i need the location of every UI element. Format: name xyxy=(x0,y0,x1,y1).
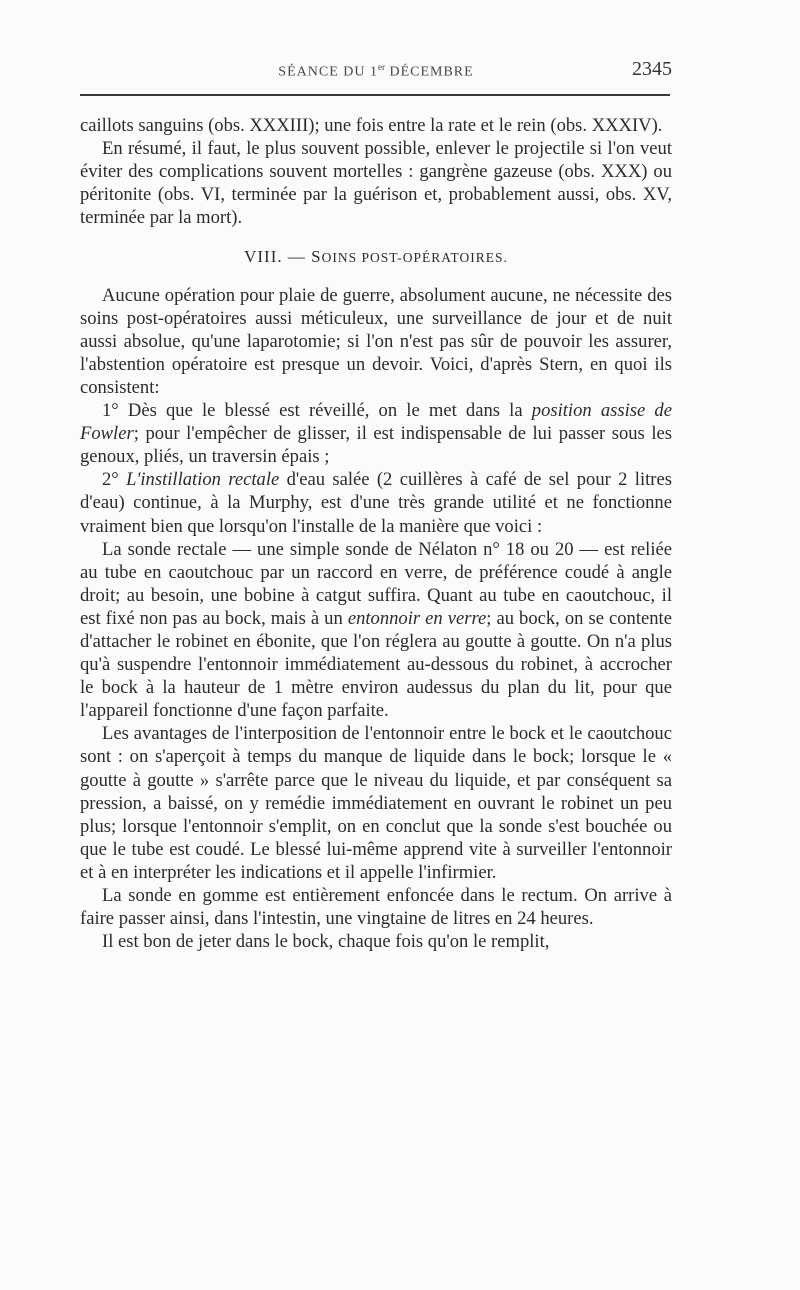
section-heading xyxy=(80,245,672,269)
header-rule xyxy=(80,94,670,96)
section-number: VIII. — S xyxy=(244,247,322,267)
item-1-text-a: 1° Dès que le blessé est réveillé, on le met dans la xyxy=(102,400,532,422)
item-1-emphasis: position assise de Fowler xyxy=(80,400,672,445)
page-header xyxy=(80,56,672,86)
paragraph-final: Il est bon de jeter dans le bock, chaque fois qu'on le remplit, xyxy=(102,931,550,953)
running-title-main: SÉANCE DU 1 xyxy=(278,64,378,80)
item-2-text-a: 2° xyxy=(102,469,127,491)
sonde-emphasis: entonnoir en verre xyxy=(347,607,487,629)
item-1-text-b: ; pour l'empêcher de glisser, il est indispensable de lui passer sous les genoux, pliés, un traversin épais ; xyxy=(80,423,672,468)
paragraph-sonde xyxy=(80,538,672,723)
paragraph-gomme: La sonde en gomme est entièrement enfoncée dans le rectum. On arrive à faire passer ainsi, dans l'intestin, une vingtaine de litres en 24 heures. xyxy=(80,885,672,930)
running-title-ordinal: er xyxy=(377,62,385,72)
running-title xyxy=(80,62,672,81)
paragraph-item-2 xyxy=(80,468,672,537)
sonde-text-a: La sonde rectale — une simple sonde de Nélaton n° 18 ou 20 — est reliée au tube en caoutchouc par un raccord en verre, de préférence coudé à angle droit; au besoin, une bobine à catgut suffira. Quant au tube en caoutchouc, il est fixé non pas au bock, mais à un xyxy=(80,538,672,629)
item-2-text-b: d'eau salée (2 cuillères à café de sel pour 2 litres d'eau) continue, à la Murphy, est d'une très grande utilité et ne fonctionne vraiment bien que lorsqu'on l'installe de la manière que voici : xyxy=(80,469,672,537)
sonde-text-b: ; au bock, on se contente d'attacher le robinet en ébonite, que l'on réglera au goutte à goutte. On n'a plus qu'à suspendre l'entonnoir immédiatement au-dessous du robinet, à accrocher le bock à la hauteur de 1 mètre environ audessus du plan du lit, pour que l'appareil fonctionne d'une façon parfaite. xyxy=(80,607,672,722)
paragraph-item-1 xyxy=(80,399,672,468)
item-2-emphasis: L'instillation rectale xyxy=(126,469,280,491)
paragraph-summary: En résumé, il faut, le plus souvent possible, enlever le projectile si l'on veut éviter des complications souvent mortelles : gangrène gazeuse (obs. XXX) ou péritonite (obs. VI, terminée par la guérison et, probablement aussi, obs. XV, terminée par la mort). xyxy=(80,138,672,229)
section-title: OINS POST-OPÉRATOIRES. xyxy=(321,250,508,266)
paragraph-intro: Aucune opération pour plaie de guerre, absolument aucune, ne nécessite des soins post-opératoires aussi méticuleux, une surveillance de jour et de nuit aussi absolue, qu'une laparotomie; si l'on n'est pas sûr de pouvoir les assurer, l'abstention opératoire est presque un devoir. Voici, d'après Stern, en quoi ils consistent: xyxy=(80,284,672,398)
page-number: 2345 xyxy=(632,58,672,80)
running-title-month: DÉCEMBRE xyxy=(384,64,474,80)
body-text xyxy=(80,114,672,953)
paragraph-continuation: caillots sanguins (obs. XXXIII); une fois entre la rate et le rein (obs. XXXIV). xyxy=(80,115,663,136)
paragraph-avantages: Les avantages de l'interposition de l'entonnoir entre le bock et le caoutchouc sont : on s'aperçoit à temps du manque de liquide dans le bock; lorsque le « goutte à goutte » s'arrête parce que le niveau du liquide, et par conséquent sa pression, a baissé, on y remédie immédiatement en ouvrant le robinet un peu plus; lorsque l'entonnoir s'emplit, on en conclut que la sonde s'est bouchée ou que le tube est coudé. Le blessé lui-même apprend vite à surveiller l'entonnoir et à en interpréter les indications et il appelle l'infirmier. xyxy=(80,723,672,883)
